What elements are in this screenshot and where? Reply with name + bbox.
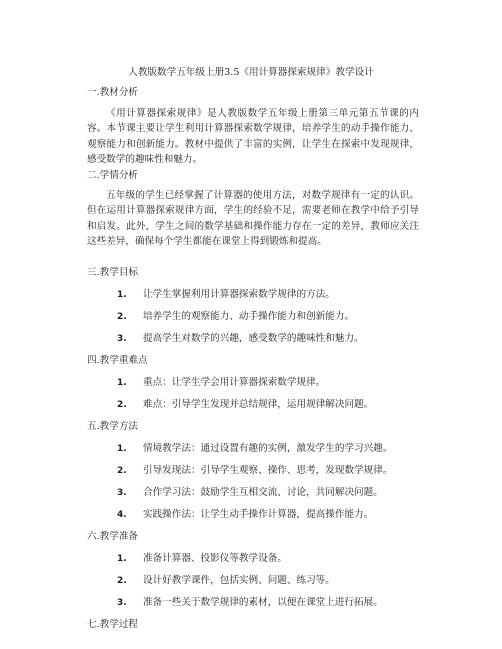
section-heading-5: 五.教学方法 — [87, 421, 139, 432]
list-item: 1. 准备计算器、投影仪等教学设备。 — [117, 553, 287, 564]
section-heading-7: 七.教学过程 — [87, 619, 139, 630]
list-item: 3. 合作学习法：鼓励学生互相交流、讨论，共同解决问题。 — [117, 487, 383, 498]
list-item: 1. 重点：让学生学会用计算器探索数学规律。 — [117, 377, 326, 388]
list-item: 3. 准备一些关于数学规律的素材，以便在课堂上进行拓展。 — [117, 597, 383, 608]
section-heading-4: 四.教学重难点 — [87, 355, 148, 366]
section-paragraph-2: 五年级的学生已经掌握了计算器的使用方法，对数学规律有一定的认识。但在运用计算器探索规律方面，学生的经验不足，需要老师在教学中给予引导和启发。此外，学生之间的数学基础和操作能力存在一定的差异，教师应关注这些差异，确保每个学生都能在课堂上得到锻炼和提高。 — [87, 190, 419, 247]
list-item: 1. 让学生掌握利用计算器探索数学规律的方法。 — [117, 289, 335, 300]
section-heading-2: 二.学情分析 — [87, 170, 139, 181]
list-item: 2. 培养学生的观察能力、动手操作能力和创新能力。 — [117, 311, 355, 322]
list-item: 2. 设计好教学课件，包括实例、问题、练习等。 — [117, 575, 335, 586]
document-title: 人教版数学五年级上册3.5《用计算器探索规律》教学设计 — [128, 67, 374, 78]
list-item: 2. 难点：引导学生发现并总结规律，运用规律解决问题。 — [117, 399, 374, 410]
section-paragraph-1: 《用计算器探索规律》是人教版数学五年级上册第三单元第五节课的内容。本节课主要让学生利用计算器探索数学规律，培养学生的动手操作能力、观察能力和创新能力。教材中提供了丰富的实例，让学生在探索中发现规律，感受数学的趣味性和魅力。 — [87, 108, 419, 165]
list-item: 3. 提高学生对数学的兴趣，感受数学的趣味性和魅力。 — [117, 333, 364, 344]
section-heading-1: 一.教材分析 — [87, 87, 139, 98]
list-item: 4. 实践操作法：让学生动手操作计算器，提高操作能力。 — [117, 509, 374, 520]
section-heading-6: 六.教学准备 — [87, 531, 139, 542]
list-item: 2. 引导发现法：引导学生观察、操作、思考，发现数学规律。 — [117, 465, 393, 476]
list-item: 1. 情境教学法：通过设置有趣的实例，激发学生的学习兴趣。 — [117, 443, 393, 454]
section-heading-3: 三.教学目标 — [87, 267, 139, 278]
